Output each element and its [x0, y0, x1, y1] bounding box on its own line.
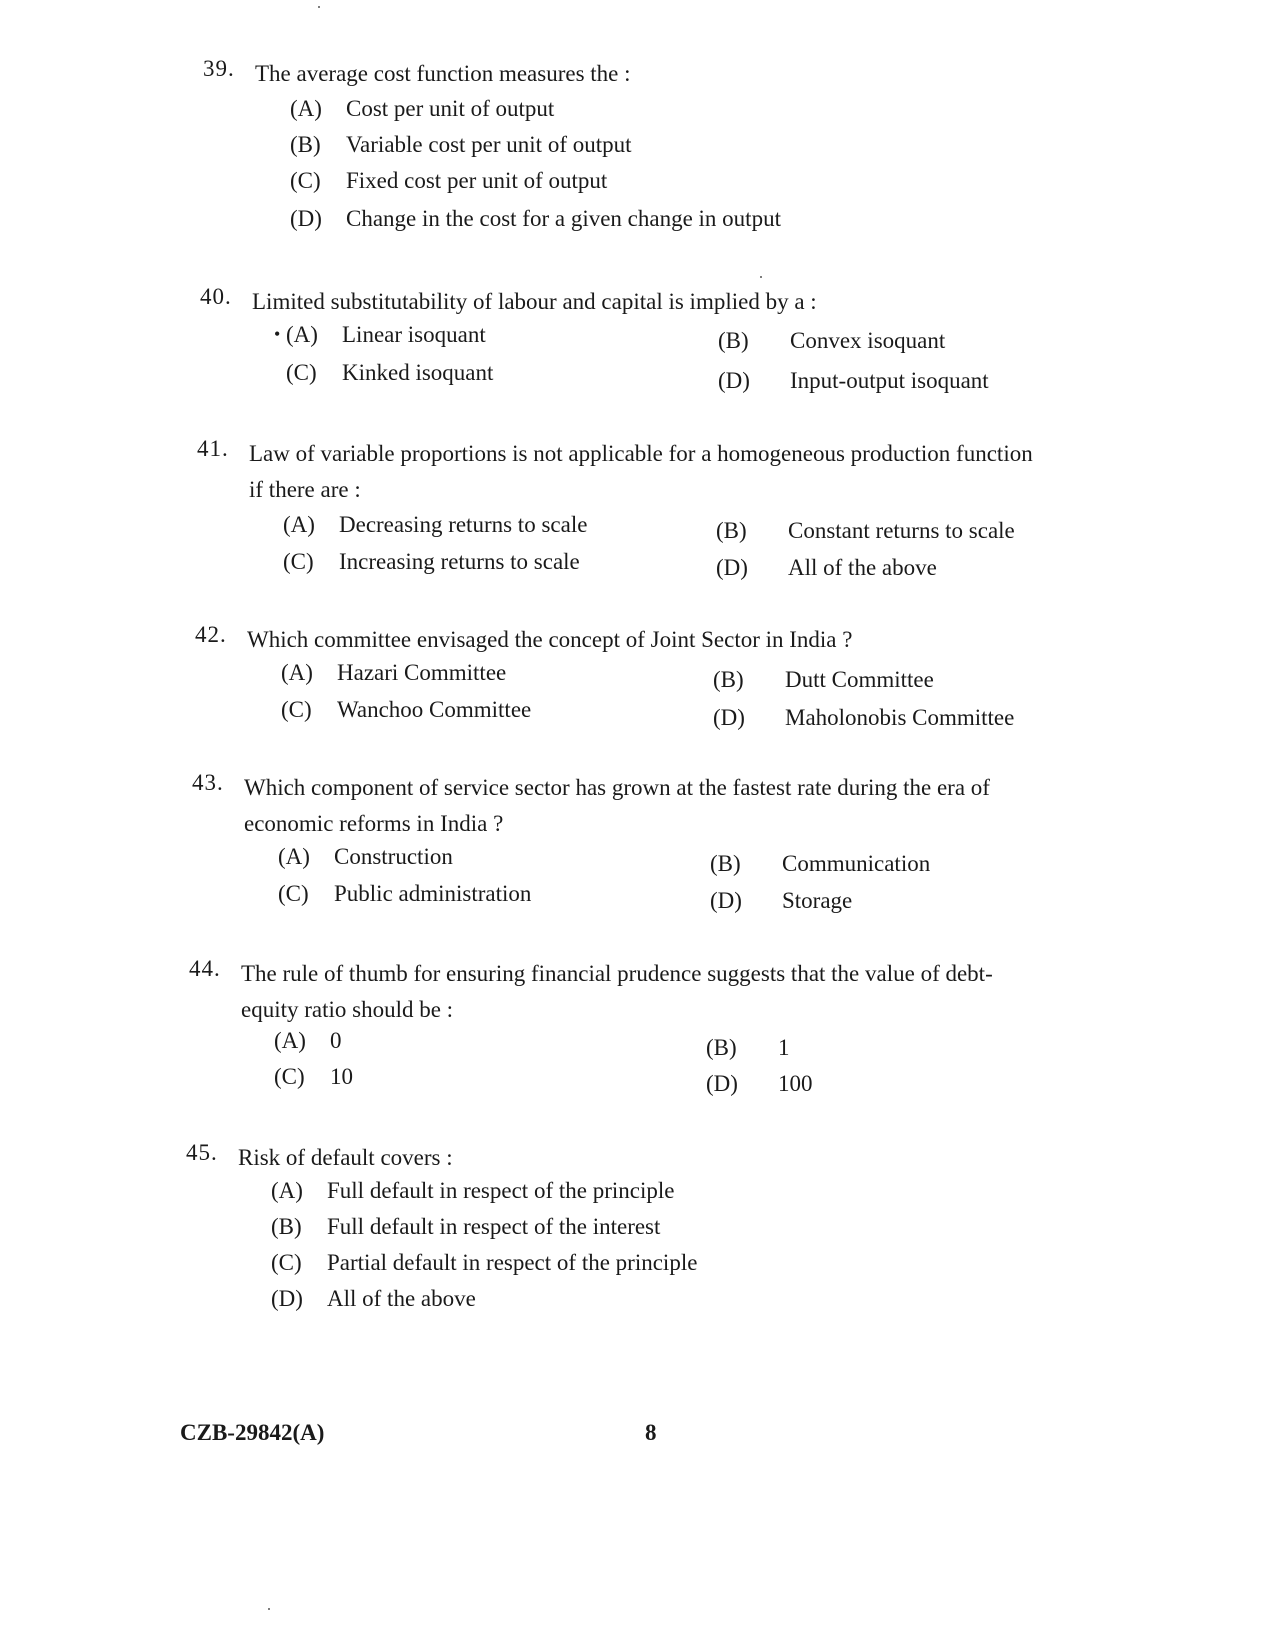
question-text-line-1: The rule of thumb for ensuring financial prudence suggests that the value of debt- — [241, 961, 993, 986]
option-text: 1 — [778, 1035, 790, 1060]
option-label: (C) — [274, 1064, 305, 1089]
option-text: 10 — [330, 1064, 353, 1089]
option-label: (A) — [274, 1028, 306, 1053]
question-text: Risk of default covers : — [238, 1145, 453, 1170]
page-number: 8 — [645, 1420, 657, 1445]
option-d[interactable] — [718, 368, 989, 394]
scan-speck — [268, 1608, 270, 1610]
question-number: 45. — [186, 1140, 218, 1165]
option-label: (A) — [281, 660, 313, 685]
question-text: Which committee envisaged the concept of Joint Sector in India ? — [247, 627, 853, 652]
option-text: Construction — [334, 844, 453, 869]
option-b[interactable] — [713, 667, 934, 693]
option-a[interactable] — [281, 660, 506, 686]
option-text: Full default in respect of the interest — [327, 1214, 661, 1239]
option-c[interactable] — [283, 549, 580, 575]
question-text-line-2: equity ratio should be : — [241, 997, 454, 1022]
option-c[interactable] — [271, 1250, 697, 1276]
option-text: Fixed cost per unit of output — [346, 168, 608, 193]
option-label: (D) — [716, 555, 748, 580]
option-label: (B) — [710, 851, 741, 876]
option-text: Variable cost per unit of output — [346, 132, 632, 157]
option-a[interactable] — [283, 512, 587, 538]
option-label: (A) — [278, 844, 310, 869]
option-b[interactable] — [290, 132, 632, 158]
option-label: (C) — [286, 360, 317, 385]
option-text: Decreasing returns to scale — [339, 512, 588, 537]
option-text: 0 — [330, 1028, 342, 1053]
option-text: Input-output isoquant — [790, 368, 989, 393]
option-text: Partial default in respect of the principle — [327, 1250, 698, 1275]
option-d[interactable] — [290, 206, 781, 232]
option-text: Hazari Committee — [337, 660, 507, 685]
option-text: Constant returns to scale — [788, 518, 1015, 543]
option-d[interactable] — [716, 555, 937, 581]
question-number: 44. — [189, 956, 221, 981]
option-label: (D) — [718, 368, 750, 393]
option-label: (D) — [271, 1286, 303, 1311]
option-label: (C) — [271, 1250, 302, 1275]
option-c[interactable] — [290, 168, 607, 194]
option-label: (C) — [281, 697, 312, 722]
option-text: Maholonobis Committee — [785, 705, 1015, 730]
option-label: (D) — [706, 1071, 738, 1096]
option-a[interactable] — [271, 1178, 674, 1204]
option-b[interactable] — [718, 328, 945, 354]
option-text: Communication — [782, 851, 931, 876]
option-text: All of the above — [788, 555, 937, 580]
pen-mark: • — [274, 324, 281, 344]
option-label: (C) — [283, 549, 314, 574]
question-text: Limited substitutability of labour and capital is implied by a : — [252, 289, 817, 314]
option-a[interactable] — [290, 96, 554, 122]
option-a[interactable] — [274, 1028, 342, 1054]
option-label: (D) — [710, 888, 742, 913]
option-text: Linear isoquant — [342, 322, 486, 347]
option-text: Convex isoquant — [790, 328, 946, 353]
option-label: (D) — [290, 206, 322, 231]
option-label: (A) — [271, 1178, 303, 1203]
option-label: (B) — [716, 518, 747, 543]
option-label: (A) — [283, 512, 315, 537]
option-a[interactable] — [286, 322, 486, 348]
option-text: Storage — [782, 888, 853, 913]
option-text: Public administration — [334, 881, 532, 906]
option-c[interactable] — [281, 697, 531, 723]
question-number: 41. — [197, 436, 229, 461]
question-number: 43. — [192, 770, 224, 795]
question-text-line-1: Law of variable proportions is not applicable for a homogeneous production function — [249, 441, 1033, 466]
option-a[interactable] — [278, 844, 453, 870]
option-label: (B) — [706, 1035, 737, 1060]
option-label: (D) — [713, 705, 745, 730]
option-text: Full default in respect of the principle — [327, 1178, 675, 1203]
question-number: 42. — [195, 622, 227, 647]
option-text: Increasing returns to scale — [339, 549, 580, 574]
option-text: Kinked isoquant — [342, 360, 494, 385]
option-text: Change in the cost for a given change in output — [346, 206, 781, 231]
option-d[interactable] — [710, 888, 852, 914]
option-label: (B) — [290, 132, 321, 157]
option-text: Wanchoo Committee — [337, 697, 532, 722]
option-text: Dutt Committee — [785, 667, 934, 692]
question-number: 40. — [200, 284, 232, 309]
option-text: All of the above — [327, 1286, 476, 1311]
option-label: (B) — [713, 667, 744, 692]
paper-code: CZB-29842(A) — [180, 1420, 325, 1445]
option-label: (C) — [278, 881, 309, 906]
option-label: (B) — [271, 1214, 302, 1239]
option-c[interactable] — [278, 881, 531, 907]
option-label: (C) — [290, 168, 321, 193]
option-b[interactable] — [716, 518, 1015, 544]
question-text-line-2: economic reforms in India ? — [244, 811, 504, 836]
option-c[interactable] — [286, 360, 493, 386]
option-c[interactable] — [274, 1064, 353, 1090]
scan-speck — [760, 276, 762, 278]
scan-speck — [318, 6, 320, 8]
option-label: (A) — [286, 322, 318, 347]
question-text: The average cost function measures the : — [255, 61, 631, 86]
option-d[interactable] — [713, 705, 1014, 731]
option-text: 100 — [778, 1071, 813, 1096]
option-d[interactable] — [271, 1286, 476, 1312]
question-number: 39. — [203, 56, 235, 81]
option-b[interactable] — [271, 1214, 660, 1240]
option-b[interactable] — [710, 851, 930, 877]
question-text-line-2: if there are : — [249, 477, 361, 502]
option-b[interactable] — [706, 1035, 790, 1061]
option-text: Cost per unit of output — [346, 96, 555, 121]
option-d[interactable] — [706, 1071, 813, 1097]
question-text-line-1: Which component of service sector has grown at the fastest rate during the era of — [244, 775, 990, 800]
option-label: (A) — [290, 96, 322, 121]
option-label: (B) — [718, 328, 749, 353]
